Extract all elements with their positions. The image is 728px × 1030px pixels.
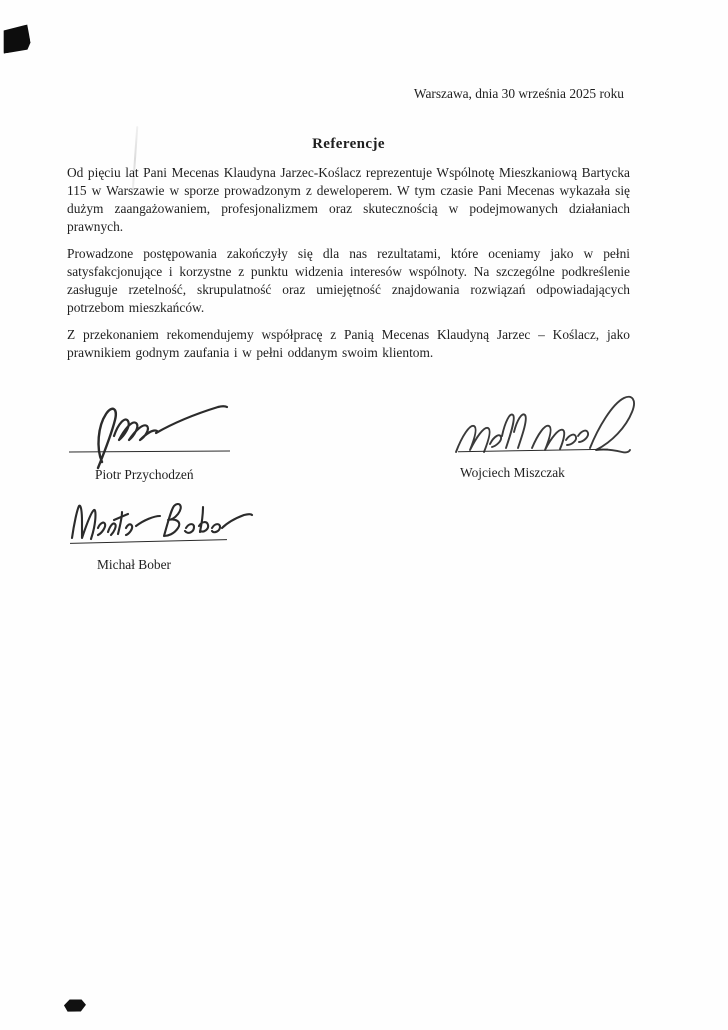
- date-line: Warszawa, dnia 30 września 2025 roku: [413, 86, 624, 101]
- paragraph-2: Prowadzone postępowania zakończyły się dla nas rezultatami, które oceniamy jako w pełni satysfakcjonujące i korzystne z punktu widzenia interesów wspólnoty. Na szczególne podkreślenie zasługuje rzetelność, skrupulatność oraz umiejętność znajdowania rozwiązań odpowiadających potrzebom mieszkańców.: [67, 246, 630, 315]
- letter-body: [67, 85, 630, 362]
- paragraph-1: Od pięciu lat Pani Mecenas Klaudyna Jarzec-Koślacz reprezentuje Wspólnotę Mieszkaniową Bartycka 115 w Warszawie w sporze prowadzonym z deweloperem. W tym czasie Pani Mecenas wykazała się dużym zaangażowaniem, profesjonalizmem oraz skutecznością w podejmowanych działaniach prawnych.: [67, 165, 630, 234]
- signatory-name: Wojciech Miszczak: [460, 465, 565, 480]
- signature-wojciech-miszczak-icon: [448, 392, 658, 464]
- paragraph-3: Z przekonaniem rekomendujemy współpracę z Panią Mecenas Klaudyną Jarzec – Koślacz, jako prawnikiem godnym zaufania i w pełni oddanym swoim klientom.: [67, 327, 630, 360]
- letter-title: Referencje: [312, 136, 385, 152]
- scan-artifact-bottom-left: [63, 998, 86, 1013]
- signatory-name: Piotr Przychodzeń: [95, 467, 194, 482]
- signatory-name: Michał Bober: [97, 557, 172, 572]
- scan-artifact-top-left: [1, 24, 32, 53]
- signature-piotr-przychodzen-icon: [66, 398, 234, 470]
